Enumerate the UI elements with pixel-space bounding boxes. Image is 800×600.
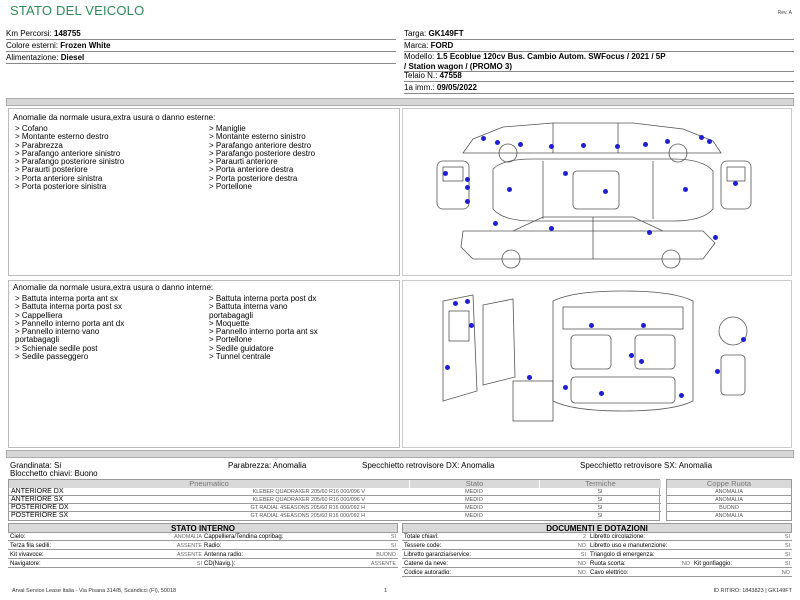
table-row: ANTERIORE DX KLEBER QUADRAXER 205/60 R16 000/096 V MEDIO SI [9,488,661,496]
tires-header-stato: Stato [409,480,539,488]
damage-dot [563,385,568,390]
wheel-covers-table [666,479,792,521]
interior-status-title: STATO INTERNO [8,523,398,533]
section-band [6,450,794,458]
damage-dot [599,391,604,396]
damage-dot [643,142,648,147]
table-row: Totale chiavi: 2 Libretto circolazione: SI [404,534,790,540]
table-row: ANOMALIA [667,496,791,504]
table-row: Catene da neve: NO Ruota scorta: NO Kit gonfiaggio: SI [404,561,790,567]
footer-page-number: 1 [384,588,388,594]
damage-dot [683,187,688,192]
model-row: Modello: 1.5 Ecoblue 120cv Bus. Cambio Autom. SWFocus / 2021 / 5P / Station wagon / (PROMO 3) [404,52,794,72]
wheel-covers-header: Coppe Ruota [667,480,791,488]
windshield-status: Parabrezza: Anomalia [228,461,307,470]
damage-dot [465,199,470,204]
footer-company: Arval Service Lease Italia - Via Pisana 314/B, Scandicci (FI), 50018 [12,588,177,594]
table-row: ANOMALIA [715,513,743,519]
damage-dot [679,393,684,398]
internal-car-diagram [402,280,792,448]
interior-status-section [8,523,398,569]
section-band [6,98,794,106]
car-exterior-drawing [403,109,793,277]
tires-header-pneumatico: Pneumatico [9,480,409,488]
damage-dot [465,299,470,304]
footer-id: ID RITIRO: 1843823 | GK149FT [713,588,792,594]
mirror-dx-status: Specchietto retrovisore DX: Anomalia [362,461,495,470]
damage-dot [741,337,746,342]
damage-dot [733,181,738,186]
external-car-diagram [402,108,792,276]
damage-dot [495,140,500,145]
chassis-row: Telaio N.: 47558 [404,70,794,82]
external-damage-list-2: > Maniglie > Montante esterno sinistro > Parafango anteriore destro > Parafango posteriore destro > Paraurti anteriore > Porta anteriore destra > Porta posteriore destra > Portellone [209,124,316,192]
brand-row: Marca: FORD [404,40,794,52]
table-row: POSTERIORE DX GT RADIAL 4SEASONS 205/60 R16 000/092 H MEDIO SI [9,504,661,512]
damage-dot [629,353,634,358]
damage-dot [493,221,498,226]
damage-dot [713,235,718,240]
internal-damage-list-2: > Battuta interna porta post dx > Battuta interna vano portabagagli > Moquette > Pannello interno porta ant sx > Portellone > Sedile guidatore > Tunnel centrale [209,294,318,362]
damage-dot [469,323,474,328]
damage-dot [589,323,594,328]
damage-dot [481,136,486,141]
external-damage-list-1: > Cofano > Montante esterno destro > Parabrezza > Parafango anteriore sinistro > Parafango posteriore sinistro > Paraurti posteriore > Porta anteriore sinistra > Porta posteriore sinistra [15,124,125,192]
internal-damage-title: Anomalie da normale usura,extra usura o danno interne: [13,283,214,292]
damage-dot [707,139,712,144]
table-row: POSTERIORE SX GT RADIAL 4SEASONS 205/60 R16 000/092 H MEDIO SI [11,512,603,519]
damage-dot [465,177,470,182]
table-row: Terza fila sedili: ASSENTE Radio: SI [10,543,396,549]
damage-dot [518,142,523,147]
documents-title: DOCUMENTI E DOTAZIONI [402,523,792,533]
table-row: Navigatore: SI CD(Navig.): ASSENTE [10,561,396,567]
damage-dot [641,323,646,328]
damage-dot [549,144,554,149]
table-row: ANTERIORE SX KLEBER QUADRAXER 205/60 R16 000/096 V MEDIO SI [9,496,661,504]
table-row: Tessere code: NO Libretto uso e manutenzione: SI [404,543,790,549]
table-row: BUONO [667,504,791,512]
damage-dot [639,359,644,364]
documents-section [402,523,792,578]
external-damage-title: Anomalie da normale usura,extra usura o danno esterne: [13,113,216,122]
damage-dot [665,139,670,144]
internal-damage-list-1: > Battuta interna porta ant sx > Battuta interna porta post sx > Cappelliera > Pannello interno porta ant dx > Pannello interno vano portabagagli > Schienale sedile post > Sedile passeggero [15,294,125,362]
tires-table [8,479,660,521]
internal-damage-panel [8,280,400,448]
damage-dot [549,226,554,231]
damage-dot [715,369,720,374]
damage-dot [465,185,470,190]
table-row: Libretto garanzia/service: SI Triangolo di emergenza: SI [404,552,790,558]
damage-dot [507,187,512,192]
damage-dot [445,365,450,370]
key-lock-status: Blocchetto chiavi: Buono [10,469,98,478]
mirror-sx-status: Specchietto retrovisore SX: Anomalia [580,461,713,470]
hail-status: Grandinata: Si [10,461,62,470]
external-damage-panel [8,108,400,276]
damage-dot [453,301,458,306]
damage-dot [563,171,568,176]
damage-dot [647,230,652,235]
table-row: Kit vivavoce: ASSENTE Antenna radio: BUONO [10,552,396,558]
registration-row: 1a imm.: 09/05/2022 [404,82,794,94]
table-row: ANOMALIA [667,488,791,496]
table-row: Codice autoradio: NO Cavo elettrico: NO [404,570,790,576]
page-title: STATO DEL VEICOLO [10,3,145,18]
damage-dot [603,189,608,194]
table-row: Cielo: ANOMALIA Cappelliera/Tendina copribag: SI [10,534,396,540]
fuel-row: Alimentazione: Diesel [6,52,396,64]
km-row: Km Percorsi: 148755 [6,28,396,40]
damage-dot [581,143,586,148]
damage-dot [443,171,448,176]
color-row: Colore esterni: Frozen White [6,40,396,52]
damage-dot [527,375,532,380]
tires-header-termiche: Termiche [539,480,661,488]
revision-label: Rev. A [777,10,792,16]
damage-dot [699,135,704,140]
damage-dot [615,144,620,149]
car-interior-drawing [403,281,793,449]
plate-row: Targa: GK149FT [404,28,794,40]
